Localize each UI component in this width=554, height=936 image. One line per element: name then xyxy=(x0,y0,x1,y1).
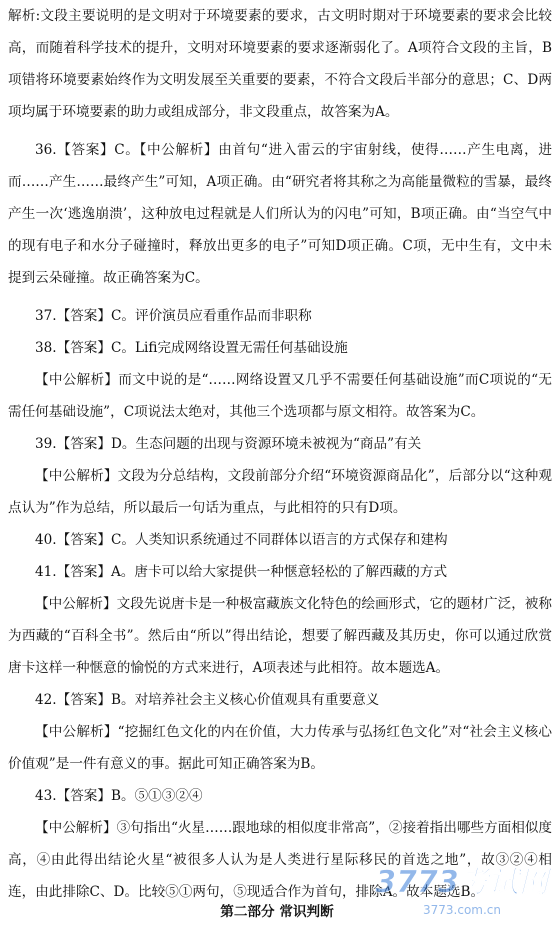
answer-39: 39.【答案】D。生态问题的出现与资源环境未被视为“商品”有关 xyxy=(35,436,422,452)
paragraph-analysis-35: 解析:文段主要说明的是文明对于环境要素的要求，古文明时期对于环境要素的要求会比较高，而随着科学技术的提升，文明对环境要素的要求逐渐弱化了。A项符合文段的主旨，B项错将环境要素始终作为文明发展至关重要的要素，不符合文段后半部分的意思；C、D两项均属于环境要素的助力或组成部分，非文段重点，故答案为A。 xyxy=(8,8,552,120)
document-body xyxy=(8,0,552,908)
analysis-42: 【中公解析】“挖掘红色文化的内在价值，大力传承与弘扬红色文化”对“社会主义核心价值观”是一件有意义的事。据此可知正确答案为B。 xyxy=(8,724,552,772)
watermark-url: 3773.com.cn xyxy=(423,903,501,917)
analysis-43: 【中公解析】③句指出“火星……跟地球的相似度非常高”，②接着指出哪些方面相似度高，④由此得出结论火星“被很多人认为是人类进行星际移民的首选之地”，故③②④相连，由此排除C、D。比较⑤①两句，⑤现适合作为首句，排除A。故本题选B。 xyxy=(8,820,552,900)
analysis-38: 【中公解析】而文中说的是“……网络设置又几乎不需要任何基础设施”而C项说的“无需任何基础设施”，C项说法太绝对，其他三个选项都与原文相符。故答案为C。 xyxy=(8,372,552,420)
analysis-39: 【中公解析】文段为分总结构，文段前部分介绍“环境资源商品化”，后部分以“这种观点认为”作为总结，所以最后一句话为重点，与此相符的只有D项。 xyxy=(8,468,552,516)
answer-38: 38.【答案】C。Lifi完成网络设置无需任何基础设施 xyxy=(35,340,348,356)
answer-42: 42.【答案】B。对培养社会主义核心价值观具有重要意义 xyxy=(35,692,380,708)
answer-41: 41.【答案】A。唐卡可以给大家提供一种惬意轻松的了解西藏的方式 xyxy=(35,564,448,580)
watermark-logo-text: 3773考试网 xyxy=(375,865,549,900)
answer-40: 40.【答案】C。人类知识系统通过不同群体以语言的方式保存和建构 xyxy=(35,532,448,548)
section-title: 第二部分 常识判断 xyxy=(220,904,334,920)
answer-43: 43.【答案】B。⑤①③②④ xyxy=(35,788,203,804)
answer-36: 36.【答案】C。【中公解析】由首句“进入雷云的宇宙射线，使得……产生电离，进而……产生……最终产生”可知，A项正确。由“研究者将其称之为高能量微粒的雪暴，最终产生一次‘逃逸崩溃’，这种放电过程就是人们所认为的闪电”可知，B项正确。由“当空气中的现有电子和水分子碰撞时，释放出更多的电子”可知D项正确。C项，无中生有，文中未提到云朵碰撞。故正确答案为C。 xyxy=(8,142,552,286)
analysis-41: 【中公解析】文段先说唐卡是一种极富藏族文化特色的绘画形式，它的题材广泛，被称为西藏的“百科全书”。然后由“所以”得出结论，想要了解西藏及其历史，你可以通过欣赏唐卡这样一种惬意的愉悦的方式来进行，A项表述与此相符。故本题选A。 xyxy=(8,596,552,676)
answer-37: 37.【答案】C。评价演员应看重作品而非职称 xyxy=(35,308,312,324)
